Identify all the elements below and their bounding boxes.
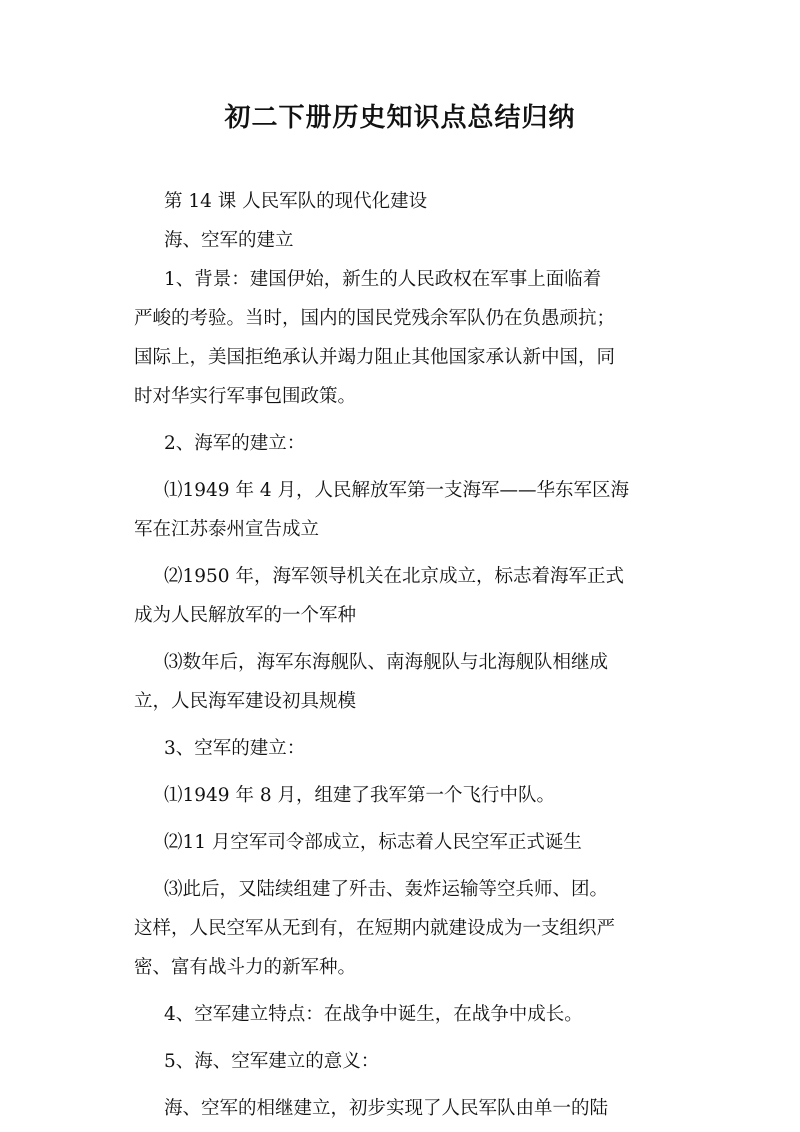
section-heading: 海、空军的建立: [164, 230, 294, 251]
document-body: [134, 182, 674, 1128]
document-title: 初二下册历史知识点总结归纳: [224, 103, 576, 133]
subheading: 5、海、空军建立的意义：: [164, 1051, 380, 1072]
paragraph-line: ⑵11 月空军司令部成立，标志着人民空军正式诞生: [164, 832, 582, 853]
paragraph-line: 4、空军建立特点：在战争中诞生，在战争中成长。: [164, 1004, 583, 1025]
paragraph-line: 成为人民解放军的一个军种: [134, 605, 357, 626]
lesson-heading: 第 14 课 人民军队的现代化建设: [164, 191, 428, 212]
paragraph-line: 时对华实行军事包围政策。: [134, 386, 357, 407]
paragraph-line: 军在江苏泰州宣告成立: [134, 519, 320, 540]
paragraph-line: 严峻的考验。当时，国内的国民党残余军队仍在负愚顽抗；: [134, 308, 616, 329]
paragraph-line: ⑴1949 年 4 月，人民解放军第一支海军——华东军区海: [164, 480, 629, 501]
paragraph-line: ⑶数年后，海军东海舰队、南海舰队与北海舰队相继成: [164, 652, 609, 673]
paragraph-line: 这样，人民空军从无到有，在短期内就建设成为一支组织严: [134, 918, 616, 939]
paragraph-line: ⑶此后，又陆续组建了歼击、轰炸运输等空兵师、团。: [164, 879, 609, 900]
subheading: 3、空军的建立：: [164, 738, 306, 759]
paragraph-line: ⑵1950 年，海军领导机关在北京成立，标志着海军正式: [164, 566, 624, 587]
paragraph-line: 立，人民海军建设初具规模: [134, 691, 357, 712]
paragraph-line: 海、空军的相继建立，初步实现了人民军队由单一的陆: [164, 1098, 609, 1119]
paragraph-line: 1、背景：建国伊始，新生的人民政权在军事上面临着: [164, 269, 602, 290]
paragraph-line: 密、富有战斗力的新军种。: [134, 957, 357, 978]
subheading: 2、海军的建立：: [164, 433, 306, 454]
paragraph-line: 国际上，美国拒绝承认并竭力阻止其他国家承认新中国，同: [134, 347, 616, 368]
paragraph-line: ⑴1949 年 8 月，组建了我军第一个飞行中队。: [164, 785, 555, 806]
